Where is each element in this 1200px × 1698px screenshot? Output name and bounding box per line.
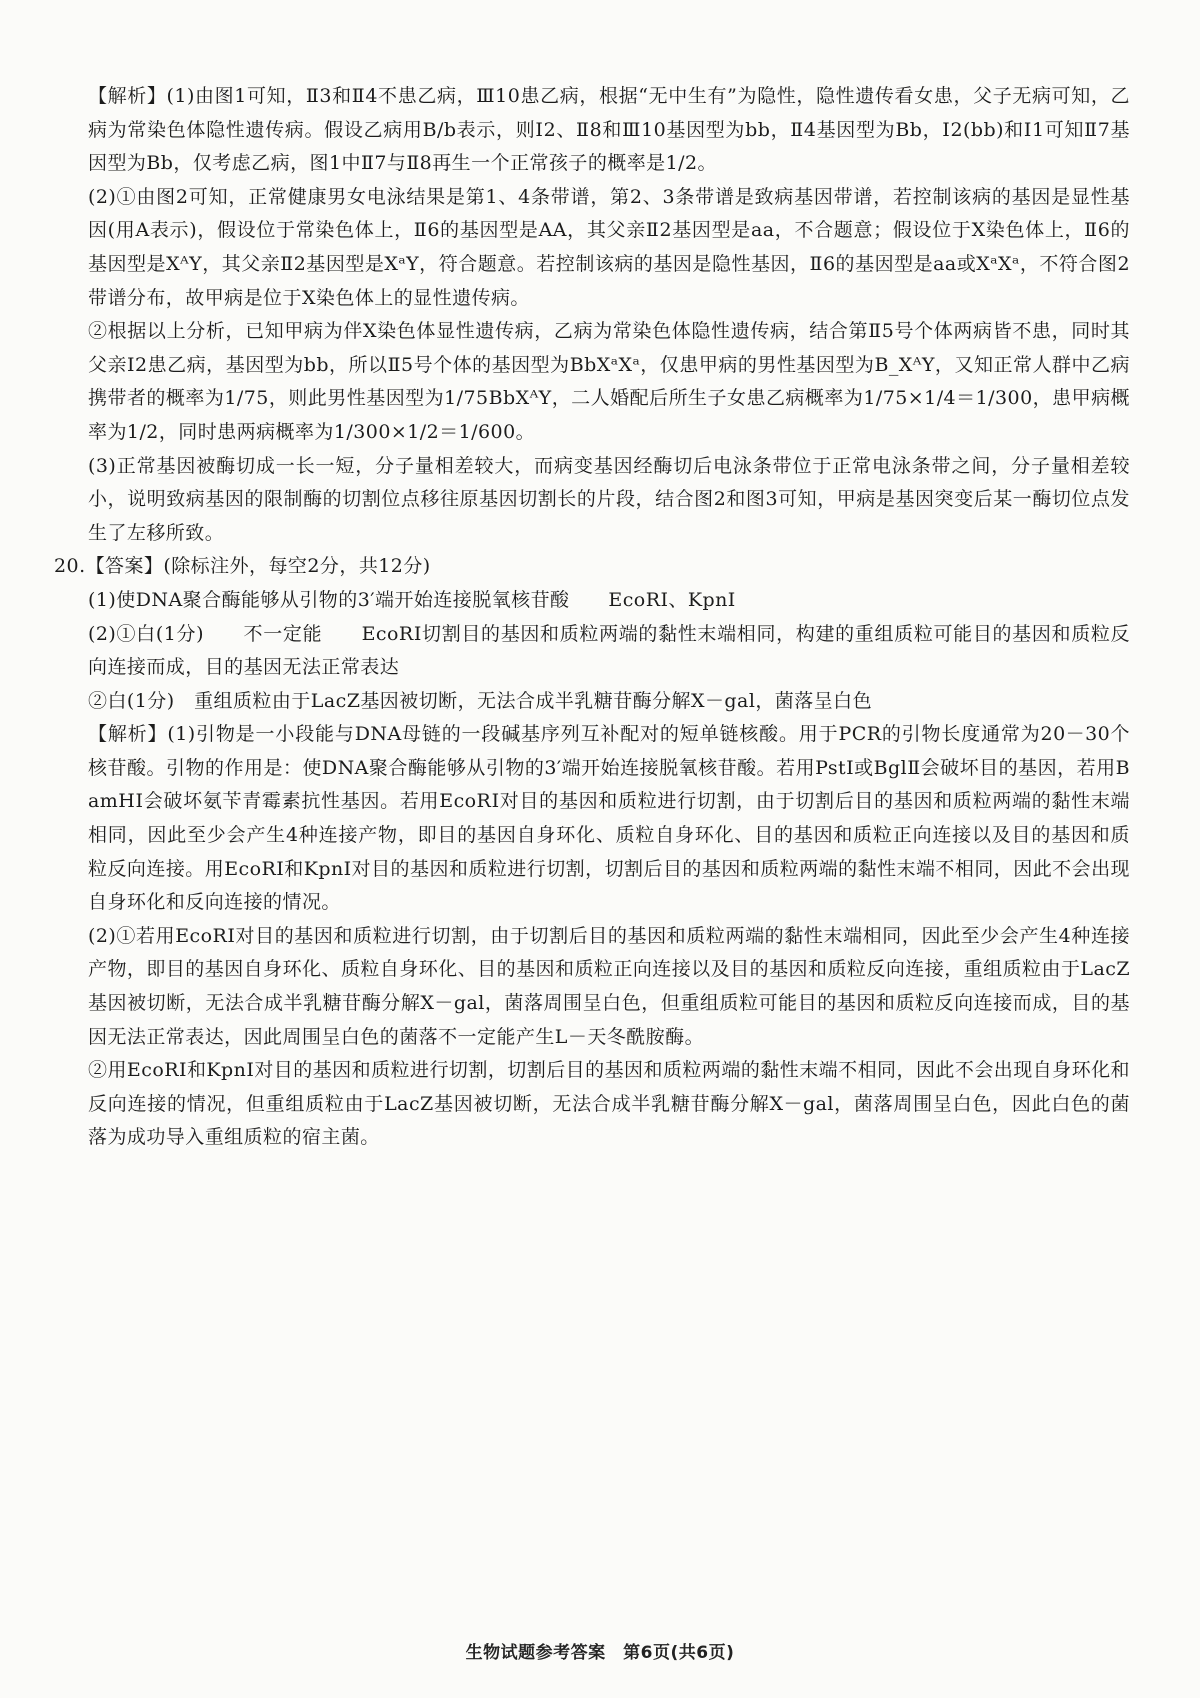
analysis-20-2-2: ②用EcoRⅠ和KpnⅠ对目的基因和质粒进行切割，切割后目的基因和质粒两端的黏性末端不相同，因此不会出现自身环化和反向连接的情况，但重组质粒由于LacZ基因被切断，无法合成半乳糖苷酶分解X－gal，菌落周围呈白色，因此白色的菌落为成功导入重组质粒的宿主菌。 xyxy=(88,1059,1130,1149)
answer-20-2-1: (2)①白(1分) 不一定能 EcoRⅠ切割目的基因和质粒两端的黏性末端相同，构建的重组质粒可能目的基因和质粒反向连接而成，目的基因无法正常表达 xyxy=(88,622,1130,679)
analysis-19-part2-1: (2)①由图2可知，正常健康男女电泳结果是第1、4条带谱，第2、3条带谱是致病基因带谱，若控制该病的基因是显性基因(用A表示)，假设位于常染色体上，Ⅱ6的基因型是AA，其父亲Ⅱ2基因型是aa，不合题意；假设位于X染色体上，Ⅱ6的基因型是XᴬY，其父亲Ⅱ2基因型是XᵃY，符合题意。若控制该病的基因是隐性基因，Ⅱ6的基因型是aa或XᵃXᵃ，不符合图2带谱分布，故甲病是位于X染色体上的显性遗传病。 xyxy=(88,185,1130,309)
analysis-19-part2-2: ②根据以上分析，已知甲病为伴X染色体显性遗传病，乙病为常染色体隐性遗传病，结合第Ⅱ5号个体两病皆不患，同时其父亲Ⅰ2患乙病，基因型为bb，所以Ⅱ5号个体的基因型为BbXᵃXᵃ，仅患甲病的男性基因型为B_XᴬY，又知正常人群中乙病携带者的概率为1/75，则此男性基因型为1/75BbXᴬY，二人婚配后所生子女患乙病概率为1/75×1/4＝1/300，患甲病概率为1/2，同时患两病概率为1/300×1/2＝1/600。 xyxy=(88,320,1130,443)
answer-20-2-2: ②白(1分) 重组质粒由于LacZ基因被切断，无法合成半乳糖苷酶分解X－gal，菌落呈白色 xyxy=(88,689,873,712)
analysis-19-part3: (3)正常基因被酶切成一长一短，分子量相差较大，而病变基因经酶切后电泳条带位于正常电泳条带之间，分子量相差较小，说明致病基因的限制酶的切割位点移往原基因切割长的片段，结合图2和图3可知，甲病是基因突变后某一酶切位点发生了左移所致。 xyxy=(88,454,1130,544)
answer-20-header: 20.【答案】(除标注外，每空2分，共12分) xyxy=(54,555,431,578)
analysis-20-1: 【解析】(1)引物是一小段能与DNA母链的一段碱基序列互补配对的短单链核酸。用于PCR的引物长度通常为20－30个核苷酸。引物的作用是：使DNA聚合酶能够从引物的3′端开始连接脱氧核苷酸。若用PstⅠ或BglⅡ会破坏目的基因，若用BamHⅠ会破坏氨苄青霉素抗性基因。若用EcoRⅠ对目的基因和质粒进行切割，由于切割后目的基因和质粒两端的黏性末端相同，因此至少会产生4种连接产物，即目的基因自身环化、质粒自身环化、目的基因和质粒正向连接以及目的基因和质粒反向连接。用EcoRⅠ和KpnⅠ对目的基因和质粒进行切割，切割后目的基因和质粒两端的黏性末端不相同，因此不会出现自身环化和反向连接的情况。 xyxy=(88,723,1130,914)
answer-20-1: (1)使DNA聚合酶能够从引物的3′端开始连接脱氧核苷酸 EcoRⅠ、KpnⅠ xyxy=(88,588,736,611)
page-footer: 生物试题参考答案 第6页(共6页) xyxy=(465,1643,735,1663)
analysis-20-2-1: (2)①若用EcoRⅠ对目的基因和质粒进行切割，由于切割后目的基因和质粒两端的黏性末端相同，因此至少会产生4种连接产物，即目的基因自身环化、质粒自身环化、目的基因和质粒正向连接以及目的基因和质粒反向连接，重组质粒由于LacZ基因被切断，无法合成半乳糖苷酶分解X－gal，菌落周围呈白色，但重组质粒可能目的基因和质粒反向连接而成，目的基因无法正常表达，因此周围呈白色的菌落不一定能产生L－天冬酰胺酶。 xyxy=(88,924,1130,1048)
analysis-19-part1: 【解析】(1)由图1可知，Ⅱ3和Ⅱ4不患乙病，Ⅲ10患乙病，根据“无中生有”为隐性，隐性遗传看女患，父子无病可知，乙病为常染色体隐性遗传病。假设乙病用B/b表示，则Ⅰ2、Ⅱ8和Ⅲ10基因型为bb，Ⅱ4基因型为Bb，Ⅰ2(bb)和Ⅰ1可知Ⅱ7基因型为Bb，仅考虑乙病，图1中Ⅱ7与Ⅱ8再生一个正常孩子的概率是1/2。 xyxy=(88,85,1130,175)
